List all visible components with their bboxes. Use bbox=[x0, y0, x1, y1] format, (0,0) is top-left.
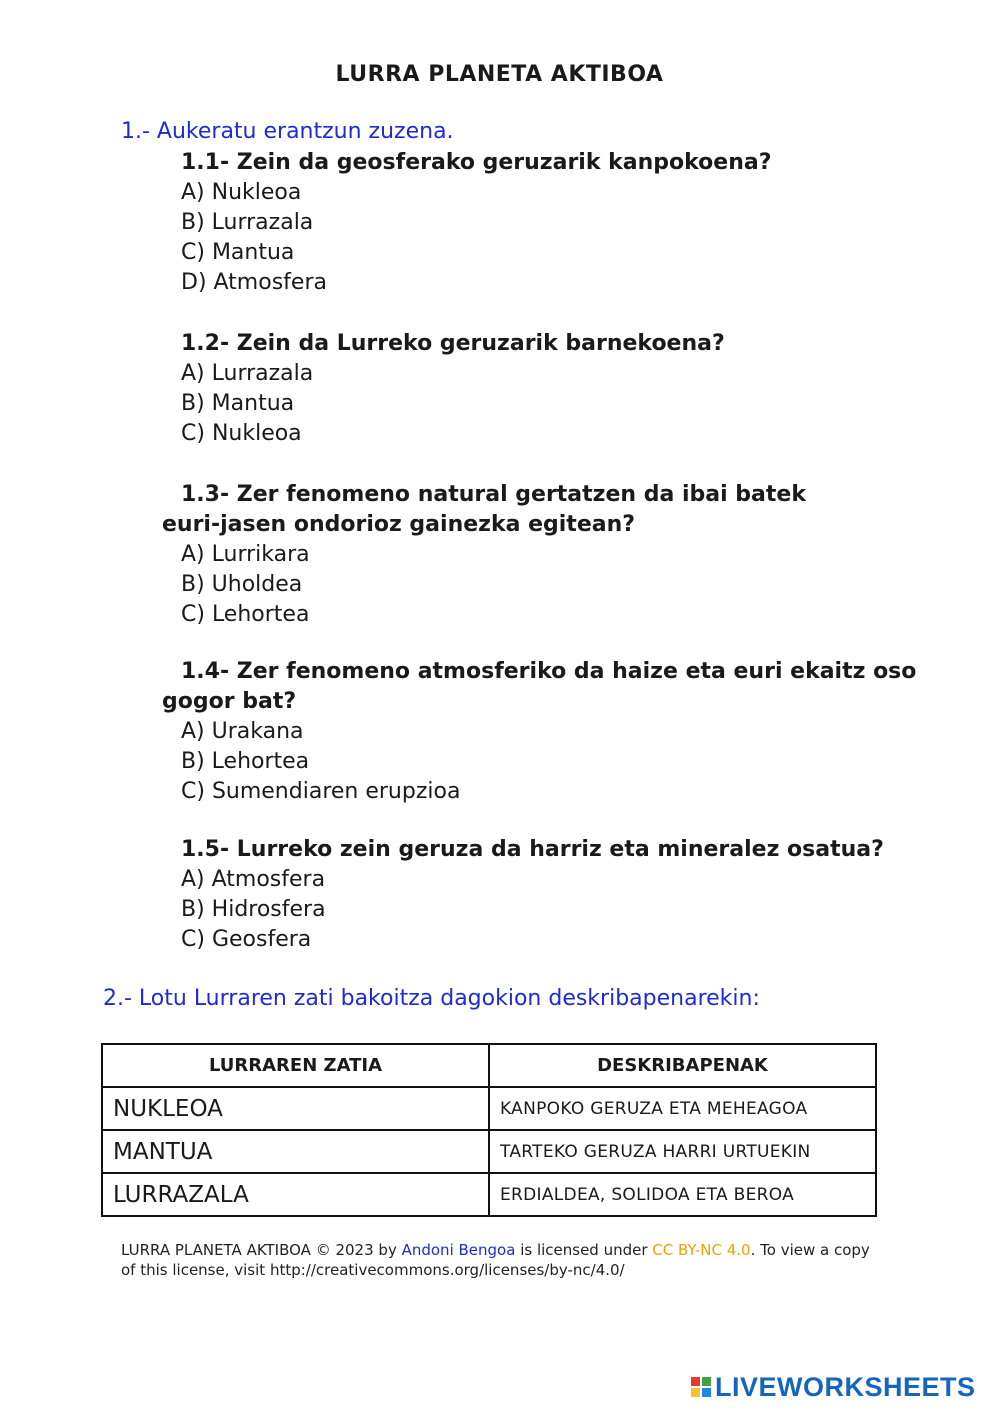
option-a[interactable]: A) Nukleoa bbox=[181, 180, 302, 205]
question-text-continued: gogor bat? bbox=[162, 689, 297, 714]
option-a[interactable]: A) Urakana bbox=[181, 719, 304, 744]
question-text: 1.4- Zer fenomeno atmosferiko da haize eta euri ekaitz oso bbox=[181, 659, 917, 684]
description-cell[interactable]: ERDIALDEA, SOLIDOA ETA BEROA bbox=[489, 1173, 876, 1216]
option-d[interactable]: D) Atmosfera bbox=[181, 270, 327, 295]
brand-wordmark: LIVEWORKSHEETS bbox=[715, 1371, 976, 1402]
license-by: by bbox=[373, 1241, 402, 1259]
question-1-3 bbox=[162, 480, 806, 630]
question-text: 1.2- Zein da Lurreko geruzarik barnekoena? bbox=[181, 331, 725, 356]
question-1-1 bbox=[181, 148, 772, 298]
table-header-row bbox=[102, 1044, 876, 1087]
question-1-4 bbox=[162, 657, 917, 807]
option-a[interactable]: A) Lurrikara bbox=[181, 542, 310, 567]
section2-heading: 2.- Lotu Lurraren zati bakoitza dagokion deskribapenarekin: bbox=[103, 986, 760, 1011]
question-text-continued: euri-jasen ondorioz gainezka egitean? bbox=[162, 512, 636, 537]
section1-heading: 1.- Aukeratu erantzun zuzena. bbox=[121, 119, 454, 144]
option-c[interactable]: C) Nukleoa bbox=[181, 421, 302, 446]
license-work: LURRA PLANETA AKTIBOA © 2023 bbox=[121, 1241, 374, 1259]
option-a[interactable]: A) Atmosfera bbox=[181, 867, 326, 892]
question-text: 1.1- Zein da geosferako geruzarik kanpokoena? bbox=[181, 150, 772, 175]
license-rest: . To view a copy of this license, visit http://creativecommons.org/licenses/by-nc/4.0/ bbox=[121, 1241, 870, 1279]
option-c[interactable]: C) Sumendiaren erupzioa bbox=[181, 779, 461, 804]
cc-license-link[interactable]: CC BY-NC 4.0 bbox=[652, 1241, 751, 1259]
option-c[interactable]: C) Mantua bbox=[181, 240, 295, 265]
license-notice bbox=[121, 1240, 881, 1280]
option-c[interactable]: C) Lehortea bbox=[181, 602, 310, 627]
table-row bbox=[102, 1130, 876, 1173]
table-row bbox=[102, 1087, 876, 1130]
table-row bbox=[102, 1173, 876, 1216]
description-cell[interactable]: TARTEKO GERUZA HARRI URTUEKIN bbox=[489, 1130, 876, 1173]
option-b[interactable]: B) Hidrosfera bbox=[181, 897, 326, 922]
option-b[interactable]: B) Mantua bbox=[181, 391, 295, 416]
earth-part-cell[interactable]: LURRAZALA bbox=[102, 1173, 489, 1216]
earth-part-cell[interactable]: NUKLEOA bbox=[102, 1087, 489, 1130]
matching-table bbox=[101, 1043, 877, 1217]
option-b[interactable]: B) Uholdea bbox=[181, 572, 303, 597]
option-b[interactable]: B) Lehortea bbox=[181, 749, 310, 774]
option-b[interactable]: B) Lurrazala bbox=[181, 210, 314, 235]
option-a[interactable]: A) Lurrazala bbox=[181, 361, 314, 386]
page-title: LURRA PLANETA AKTIBOA bbox=[335, 62, 664, 87]
liveworksheets-brand bbox=[691, 1372, 976, 1402]
author-link[interactable]: Andoni Bengoa bbox=[401, 1241, 516, 1259]
column-header-part: LURRAREN ZATIA bbox=[102, 1044, 489, 1087]
question-text: 1.3- Zer fenomeno natural gertatzen da ibai batek bbox=[181, 482, 806, 507]
question-1-2 bbox=[181, 329, 725, 449]
license-licensed: is licensed under bbox=[515, 1241, 653, 1259]
liveworksheets-logo-icon bbox=[691, 1377, 711, 1397]
option-c[interactable]: C) Geosfera bbox=[181, 927, 312, 952]
question-1-5 bbox=[181, 835, 884, 955]
description-cell[interactable]: KANPOKO GERUZA ETA MEHEAGOA bbox=[489, 1087, 876, 1130]
question-text: 1.5- Lurreko zein geruza da harriz eta mineralez osatua? bbox=[181, 837, 884, 862]
earth-part-cell[interactable]: MANTUA bbox=[102, 1130, 489, 1173]
column-header-description: DESKRIBAPENAK bbox=[489, 1044, 876, 1087]
